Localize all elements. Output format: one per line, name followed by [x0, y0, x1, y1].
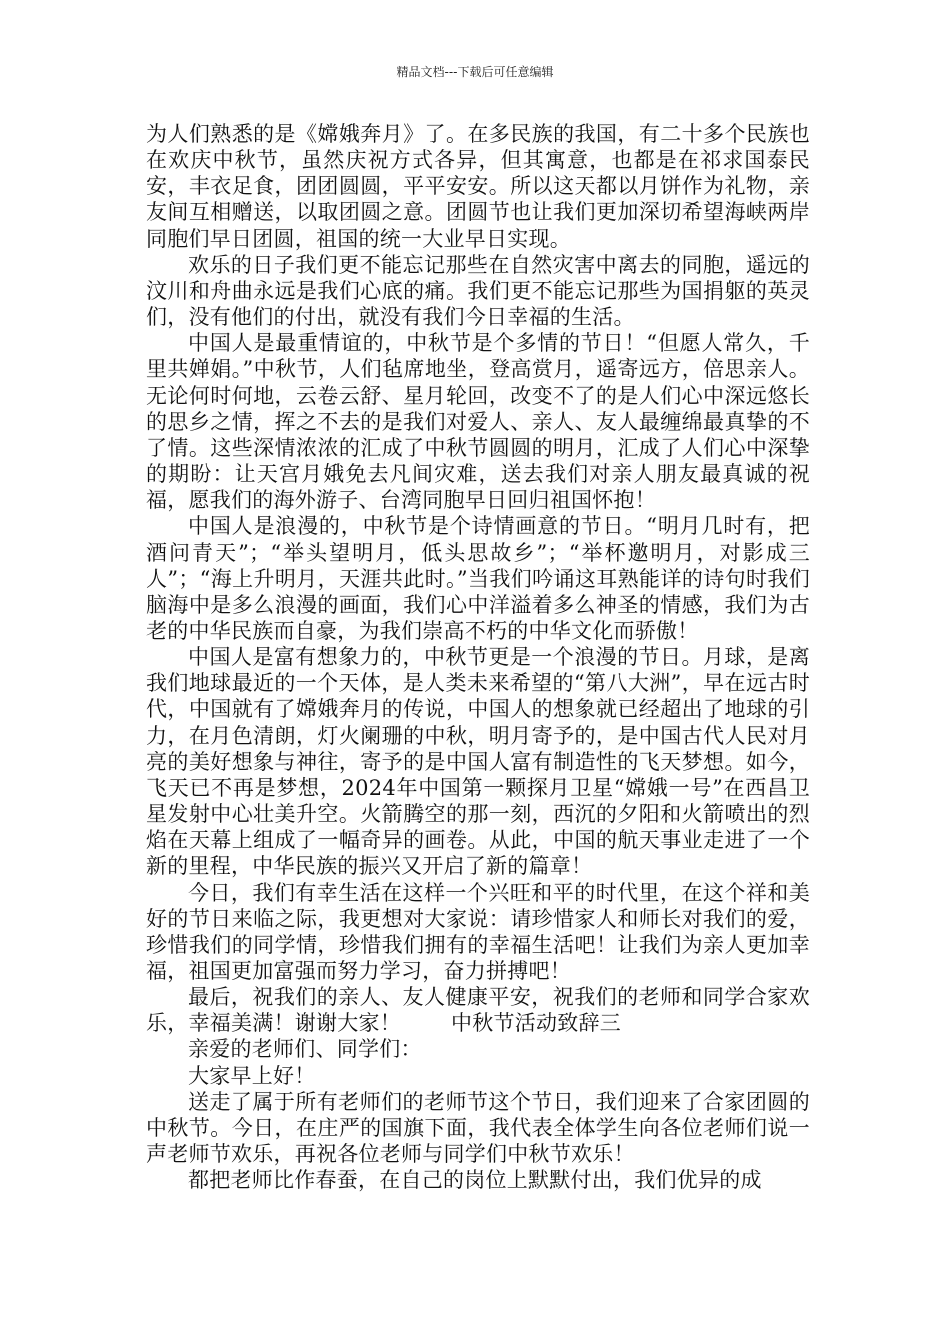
paragraph-today: 今日，我们有幸生活在这样一个兴旺和平的时代里，在这个祥和美好的节日来临之际，我更想对大家说：请珍惜家人和师长对我们的爱，珍惜我们的同学情，珍惜我们拥有的幸福生活吧！让我们为亲人更加幸福，祖国更加富强而努力学习，奋力拼搏吧！ — [146, 880, 810, 983]
page-header: 精品文档---下载后可任意编辑 — [396, 65, 554, 79]
paragraph-imagination: 中国人是富有想象力的，中秋节更是一个浪漫的节日。月球，是离我们地球最近的一个天体，是人类未来希望的“第八大洲”，早在远古时代，中国就有了嫦娥奔月的传说，中国人的想象就已经超出了地球的引力，在月色清朗，灯火阑珊的中秋，明月寄予的，是中国古代人民对月亮的美好想象与神往，寄予的是中国人富有制造性的飞天梦想。如今，飞天已不再是梦想，2024年中国第一颗探月卫星“嫦娥一号”在西昌卫星发射中心壮美升空。火箭腾空的那一刻，西沉的夕阳和火箭喷出的烈焰在天幕上组成了一幅奇异的画卷。从此，中国的航天事业走进了一个新的里程，中华民族的振兴又开启了新的篇章！ — [146, 645, 810, 879]
paragraph-continuation: 为人们熟悉的是《嫦娥奔月》了。在多民族的我国，有二十多个民族也在欢庆中秋节，虽然庆祝方式各异，但其寓意，也都是在祁求国泰民安，丰衣足食，团团圆圆，平平安安。所以这天都以月饼作为礼物，亲友间互相赠送，以取团圆之意。团圆节也让我们更加深切希望海峡两岸同胞们早日团圆，祖国的统一大业早日实现。 — [146, 122, 810, 251]
paragraph-remembrance: 欢乐的日子我们更不能忘记那些在自然灾害中离去的同胞，遥远的汶川和舟曲永远是我们心底的痛。我们更不能忘记那些为国捐躯的英灵们，没有他们的付出，就没有我们今日幸福的生活。 — [146, 252, 810, 330]
greeting: 大家早上好！ — [188, 1063, 316, 1088]
paragraph-teachers-day: 送走了属于所有老师们的老师节这个节日，我们迎来了合家团圆的中秋节。今日，在庄严的国旗下面，我代表全体学生向各位老师们说一声老师节欢乐，再祝各位老师与同学们中秋节欢乐！ — [146, 1089, 810, 1167]
paragraph-silkworm: 都把老师比作春蚕，在自己的岗位上默默付出，我们优异的成 — [188, 1168, 762, 1193]
document-body — [146, 121, 810, 1193]
speech-three-title: 中秋节活动致辞三 — [451, 1011, 621, 1036]
paragraph-romance: 中国人是浪漫的，中秋节是个诗情画意的节日。“明月几时有，把酒问青天”；“举头望明月，低头思故乡”；“举杯邀明月，对影成三人”；“海上升明月，天涯共此时。”当我们吟诵这耳熟能详的诗句时我们脑海中是多么浪漫的画面，我们心中洋溢着多么神圣的情感，我们为古老的中华民族而自豪，为我们崇高不朽的中华文化而骄傲！ — [146, 514, 810, 643]
paragraph-closing — [146, 984, 810, 1036]
salutation: 亲爱的老师们、同学们： — [188, 1037, 422, 1062]
paragraph-affection: 中国人是最重情谊的，中秋节是个多情的节日！“但愿人常久，千里共婵娟。”中秋节，人们毡席地坐，登高赏月，遥寄远方，倍思亲人。无论何时何地，云卷云舒、星月轮回，改变不了的是人们心中深远悠长的思乡之情，挥之不去的是我们对爱人、亲人、友人最缠绵最真挚的不了情。这些深情浓浓的汇成了中秋节圆圆的明月，汇成了人们心中深挚的期盼：让天宫月娥免去凡间灾难，送去我们对亲人朋友最真诚的祝福，愿我们的海外游子、台湾同胞早日回归祖国怀抱！ — [146, 331, 810, 513]
closing-text: 最后，祝我们的亲人、友人健康平安，祝我们的老师和同学合家欢乐，幸福美满！谢谢大家！ — [146, 985, 810, 1036]
